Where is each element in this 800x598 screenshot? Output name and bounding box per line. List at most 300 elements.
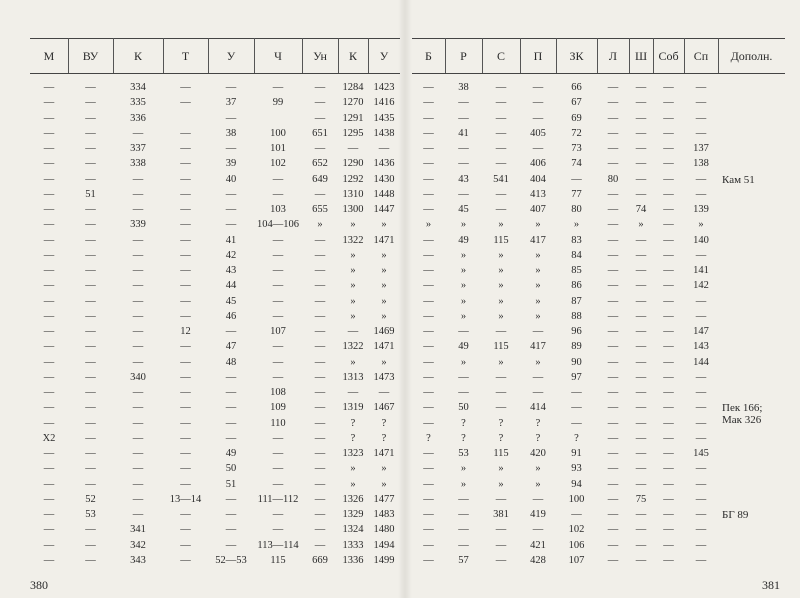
left-table-cell: — — [132, 463, 144, 475]
left-table-cell: 111—112 — [257, 493, 299, 505]
left-table-cell: — — [272, 173, 284, 185]
left-table-cell: — — [314, 188, 326, 200]
right-table-cell: — — [635, 310, 647, 322]
left-column-header: ВУ — [82, 49, 99, 63]
left-table-cell: — — [43, 265, 55, 276]
right-table-cell: » — [460, 249, 467, 261]
right-table-cell: » — [535, 356, 541, 368]
right-table-cell: — — [495, 554, 507, 566]
left-table-cell: — — [132, 509, 144, 520]
right-table-cell: 80 — [571, 204, 582, 215]
left-table-cell: 1324 — [342, 524, 364, 536]
left-table-cell: » — [381, 249, 387, 261]
right-table-cell: 90 — [571, 356, 582, 368]
left-table-cell: — — [314, 112, 326, 124]
right-table-cell: — — [423, 539, 434, 551]
left-table-cell: — — [314, 265, 326, 276]
right-table-cell: — — [532, 143, 544, 154]
right-table-cell: 428 — [530, 554, 546, 566]
right-table-cell: — — [663, 295, 674, 307]
right-table-cell: 139 — [693, 204, 709, 215]
right-table-cell: — — [607, 356, 619, 368]
right-table-cell: — — [695, 402, 707, 414]
right-table-cell: — — [635, 371, 647, 383]
left-table-cell: 1336 — [342, 554, 364, 566]
right-table-cell: — — [607, 524, 619, 536]
right-table-cell: — — [607, 463, 619, 475]
right-table-cell: — — [695, 509, 707, 520]
right-table-cell: » — [535, 478, 541, 490]
right-table-cell: — — [695, 463, 707, 475]
right-table-cell: 420 — [530, 448, 546, 459]
left-table-cell: 337 — [130, 143, 146, 154]
right-table-cell: — — [607, 158, 619, 170]
left-table-cell: — — [314, 295, 326, 307]
right-table-cell: — — [458, 158, 469, 170]
right-table-cell: 115 — [493, 341, 509, 353]
left-table-cell: — — [225, 539, 237, 551]
left-table-cell: — — [225, 417, 237, 429]
left-table-cell: — — [85, 127, 96, 139]
right-table-cell: » — [498, 463, 504, 475]
right-table-cell: 43 — [458, 173, 469, 185]
left-table-cell: — — [43, 204, 55, 215]
right-table-cell: — — [663, 326, 674, 337]
left-table-cell: — — [132, 341, 144, 353]
right-table-cell: — — [423, 295, 434, 307]
left-table-cell: — — [272, 295, 284, 307]
right-table-cell: 49 — [458, 341, 469, 353]
left-table-cell: 113—114 — [257, 539, 299, 551]
right-table-cell: — — [635, 265, 647, 276]
right-table-cell: — — [663, 463, 674, 475]
left-table-cell: — — [314, 280, 326, 292]
right-column-header: Л — [608, 49, 618, 63]
right-table-cell: 53 — [458, 448, 469, 459]
right-table-cell: — — [663, 249, 674, 261]
right-table-cell: — — [571, 417, 582, 429]
left-table-cell: — — [314, 371, 326, 383]
right-table-cell: 419 — [530, 509, 546, 520]
right-table-cell: » — [460, 280, 467, 292]
left-table-cell: — — [314, 82, 326, 93]
right-table-cell: — — [423, 493, 434, 505]
left-table-cell: 52 — [85, 493, 96, 505]
left-table-cell: — — [43, 402, 55, 414]
left-table-cell: 1448 — [373, 188, 395, 200]
right-table-cell: — — [635, 188, 647, 200]
left-table-cell: 1313 — [342, 371, 364, 383]
right-table-cell: » — [460, 219, 467, 231]
right-table-cell: — — [663, 371, 674, 383]
right-table-cell: — — [423, 463, 434, 475]
right-table-cell: — — [663, 509, 674, 520]
right-table-cell: 421 — [530, 539, 546, 551]
left-table-cell: 47 — [225, 341, 237, 353]
left-table-cell: 51 — [225, 478, 237, 490]
left-table-cell: 103 — [270, 204, 286, 215]
left-table-cell: 649 — [312, 173, 328, 185]
right-table-cell: » — [460, 478, 467, 490]
left-table-cell: — — [180, 356, 191, 368]
left-table-cell: » — [381, 219, 387, 231]
left-table-cell: — — [85, 356, 96, 368]
right-table-cell: — — [423, 554, 434, 566]
right-table-cell: — — [607, 97, 619, 109]
left-table-cell: — — [272, 371, 284, 383]
left-table-cell: — — [314, 234, 326, 246]
right-table-cell: — — [607, 371, 619, 383]
right-table-cell: 89 — [571, 341, 582, 353]
right-table-cell: — — [663, 448, 674, 459]
right-table-cell: — — [607, 295, 619, 307]
right-table-cell: — — [607, 143, 619, 154]
right-table-cell: — — [695, 524, 707, 536]
left-table-cell: — — [132, 310, 144, 322]
left-table-cell: — — [314, 97, 326, 109]
right-table-cell: » — [460, 265, 467, 276]
left-table-cell: 652 — [312, 158, 328, 170]
left-table-cell: — — [43, 554, 55, 566]
supplementary-note: БГ 89 — [722, 509, 749, 521]
left-table-cell: — — [180, 158, 191, 170]
left-table-cell: — — [132, 387, 144, 398]
left-table-cell: — — [180, 387, 191, 398]
right-table-cell: 73 — [571, 143, 582, 154]
left-table-cell: — — [85, 554, 96, 566]
left-column-header: М — [43, 49, 55, 63]
right-table-cell: — — [663, 310, 674, 322]
left-table-cell: » — [350, 478, 356, 490]
left-table-cell: » — [350, 295, 356, 307]
right-table-cell: — — [495, 524, 507, 536]
left-table-cell: — — [180, 234, 191, 246]
left-table-cell: — — [43, 341, 55, 353]
left-table-cell: — — [180, 509, 191, 520]
left-table-cell: — — [347, 143, 359, 154]
right-table-cell: ? — [535, 417, 541, 429]
right-table-cell: — — [635, 417, 647, 429]
left-table-cell: 46 — [225, 310, 237, 322]
right-table-cell: 405 — [530, 127, 546, 139]
left-table-cell: — — [85, 280, 96, 292]
left-table-cell: — — [225, 402, 237, 414]
right-table-cell: — — [663, 356, 674, 368]
left-table-cell: — — [314, 356, 326, 368]
right-table-cell: — — [635, 173, 647, 185]
right-table-cell: — — [663, 143, 674, 154]
left-column-header: Ун — [313, 49, 327, 63]
left-table-cell: — — [85, 432, 96, 444]
right-table-cell: — — [663, 478, 674, 490]
right-table-cell: — — [607, 219, 619, 231]
right-table-cell: — — [495, 143, 507, 154]
right-table-cell: — — [607, 554, 619, 566]
left-table-cell: — — [180, 82, 191, 93]
left-table-cell: 1333 — [342, 539, 364, 551]
left-table-cell: 1423 — [373, 82, 395, 93]
left-table-cell: — — [85, 341, 96, 353]
left-table-cell: » — [317, 219, 323, 231]
right-table-cell: — — [607, 387, 619, 398]
left-table-cell: — — [225, 143, 237, 154]
left-table-cell: — — [43, 112, 55, 124]
right-header-bottom-rule — [412, 73, 785, 74]
right-table-cell: — — [607, 112, 619, 124]
right-table-cell: — — [423, 234, 434, 246]
right-table-cell: 97 — [571, 371, 582, 383]
right-table-cell: 49 — [458, 234, 469, 246]
right-table-cell: — — [423, 371, 434, 383]
left-table-cell: 39 — [225, 158, 237, 170]
right-table-cell: — — [607, 539, 619, 551]
left-table-cell: — — [43, 448, 55, 459]
right-table-cell: — — [423, 448, 434, 459]
right-table-cell: — — [458, 493, 469, 505]
left-table-cell: — — [225, 493, 237, 505]
right-table-cell: — — [495, 127, 507, 139]
left-table-cell: — — [132, 204, 144, 215]
left-column-header: У — [379, 49, 389, 63]
right-table-cell: — — [532, 493, 544, 505]
right-table-cell: » — [460, 310, 467, 322]
left-table-cell: — — [132, 326, 144, 337]
left-table-cell: — — [43, 234, 55, 246]
left-table-cell: ? — [350, 417, 356, 429]
right-table-cell: — — [663, 432, 674, 444]
right-table-cell: — — [423, 127, 434, 139]
right-table-cell: » — [535, 280, 541, 292]
right-table-cell: — — [423, 143, 434, 154]
right-table-cell: — — [607, 127, 619, 139]
right-table-cell: 381 — [493, 509, 509, 520]
left-table-cell: — — [43, 463, 55, 475]
left-table-cell: — — [85, 448, 96, 459]
right-table-cell: — — [607, 280, 619, 292]
left-table-cell: — — [43, 97, 55, 109]
left-table-cell: — — [43, 417, 55, 429]
right-table-cell: — — [635, 341, 647, 353]
right-table-cell: — — [607, 478, 619, 490]
right-table-cell: — — [607, 509, 619, 520]
left-table-cell: — — [272, 265, 284, 276]
right-table-cell: — — [423, 524, 434, 536]
right-table-cell: — — [458, 112, 469, 124]
supplementary-note: Пек 166; Мак 326 — [722, 402, 763, 427]
right-table-cell: — — [423, 310, 434, 322]
left-table-cell: — — [225, 326, 237, 337]
left-table-cell: — — [85, 173, 96, 185]
left-table-cell: 115 — [270, 554, 286, 566]
left-table-cell: ? — [381, 432, 387, 444]
right-table-cell: — — [607, 265, 619, 276]
right-table-cell: — — [663, 280, 674, 292]
left-table-cell: — — [314, 387, 326, 398]
left-table-cell: 109 — [270, 402, 286, 414]
right-table-cell: — — [695, 97, 707, 109]
left-table-cell: — — [272, 234, 284, 246]
left-table-cell: 1290 — [342, 158, 364, 170]
left-table-cell: 336 — [130, 112, 146, 124]
right-table-cell: » — [498, 265, 504, 276]
left-table-cell: 107 — [270, 326, 286, 337]
right-table-cell: — — [495, 204, 507, 215]
right-table-cell: — — [458, 143, 469, 154]
right-table-cell: — — [458, 524, 469, 536]
left-table-cell: — — [272, 356, 284, 368]
left-table-cell: — — [180, 204, 191, 215]
left-table-cell: — — [225, 432, 237, 444]
left-table-cell: 1499 — [373, 554, 395, 566]
right-table-cell: — — [458, 509, 469, 520]
left-table-cell: — — [180, 478, 191, 490]
right-table-cell: — — [663, 97, 674, 109]
right-table-cell: » — [498, 280, 504, 292]
right-table-cell: 417 — [530, 341, 546, 353]
right-table-cell: — — [607, 417, 619, 429]
left-table-cell: 669 — [312, 554, 328, 566]
right-table-cell: — — [532, 82, 544, 93]
left-table-cell: — — [85, 295, 96, 307]
left-table-cell: — — [314, 341, 326, 353]
left-table-cell: — — [180, 539, 191, 551]
left-table-cell: 41 — [225, 234, 237, 246]
right-table-cell: — — [495, 326, 507, 337]
right-table-cell: 69 — [571, 112, 582, 124]
right-table-cell: — — [663, 341, 674, 353]
left-table-cell: — — [43, 387, 55, 398]
left-table-cell: — — [225, 387, 237, 398]
left-table-cell: — — [314, 402, 326, 414]
left-table-cell: — — [272, 478, 284, 490]
right-table-cell: — — [571, 387, 582, 398]
right-table-cell: — — [635, 295, 647, 307]
right-table-cell: 93 — [571, 463, 582, 475]
right-table-cell: — — [663, 234, 674, 246]
right-table-cell: 91 — [571, 448, 582, 459]
supplementary-note: Кам 51 — [722, 173, 755, 186]
right-table-cell: — — [695, 188, 707, 200]
left-table-cell: — — [314, 326, 326, 337]
left-table-cell: — — [180, 463, 191, 475]
right-table-cell: — — [635, 143, 647, 154]
right-table-cell: — — [663, 493, 674, 505]
left-table-cell: 343 — [130, 554, 146, 566]
right-table-cell: — — [423, 417, 434, 429]
right-table-cell: — — [423, 478, 434, 490]
right-table-cell: » — [535, 295, 541, 307]
left-table-cell: 342 — [130, 539, 146, 551]
left-table-cell: 1471 — [373, 341, 395, 353]
right-table-cell: 413 — [530, 188, 546, 200]
right-table-cell: 67 — [571, 97, 582, 109]
right-table-cell: — — [635, 234, 647, 246]
left-table-cell: 340 — [130, 371, 146, 383]
left-table-cell: 1435 — [373, 112, 395, 124]
right-table-cell: — — [607, 310, 619, 322]
right-table-cell: » — [498, 356, 504, 368]
right-table-cell: — — [495, 539, 507, 551]
left-table-cell: 1270 — [342, 97, 364, 109]
left-table-cell: — — [85, 234, 96, 246]
left-table-cell: — — [272, 310, 284, 322]
right-table-cell: — — [635, 280, 647, 292]
right-table-cell: — — [695, 417, 707, 429]
right-table-cell: — — [495, 493, 507, 505]
left-table-cell: — — [314, 448, 326, 459]
left-column-header: К — [348, 49, 357, 63]
left-table-cell: — — [272, 249, 284, 261]
left-table-cell: — — [43, 539, 55, 551]
right-table-cell: — — [607, 188, 619, 200]
right-table-cell: — — [532, 387, 544, 398]
right-table-cell: — — [635, 158, 647, 170]
right-table-cell: — — [607, 402, 619, 414]
right-table-cell: — — [695, 539, 707, 551]
right-table-cell: — — [695, 554, 707, 566]
right-table-cell: 86 — [571, 280, 582, 292]
right-table-cell: 72 — [571, 127, 582, 139]
right-table-cell: — — [635, 478, 647, 490]
right-table-cell: — — [423, 204, 434, 215]
left-table-cell: — — [314, 524, 326, 536]
left-table-cell: 1322 — [342, 341, 364, 353]
left-table-cell: 40 — [225, 173, 237, 185]
left-table-cell: — — [314, 463, 326, 475]
right-table-cell: — — [607, 448, 619, 459]
left-table-cell: — — [314, 417, 326, 429]
right-table-cell: 414 — [530, 402, 546, 414]
right-table-cell: — — [571, 402, 582, 414]
right-table-cell: » — [460, 463, 467, 475]
left-table-cell: — — [180, 219, 191, 231]
left-table-cell: 1471 — [373, 234, 395, 246]
left-table-cell: 655 — [312, 204, 328, 215]
left-table-cell: » — [381, 478, 387, 490]
left-table-cell: 335 — [130, 97, 146, 109]
left-table-cell: — — [180, 524, 191, 536]
left-table-cell: » — [381, 265, 387, 276]
left-table-cell: Х2 — [42, 432, 56, 444]
right-table-cell: — — [695, 249, 707, 261]
right-table-cell: — — [532, 97, 544, 109]
left-table-cell: — — [132, 417, 144, 429]
right-column-header: Ш — [634, 49, 648, 63]
left-table-cell: — — [85, 402, 96, 414]
left-table-cell: 110 — [270, 417, 286, 429]
left-table-cell: 45 — [225, 295, 237, 307]
left-table-cell: 44 — [225, 280, 237, 292]
left-table-cell: — — [43, 310, 55, 322]
right-table-cell: 404 — [530, 173, 546, 185]
left-table-cell: — — [43, 188, 55, 200]
right-table-cell: — — [695, 82, 707, 93]
left-table-cell: 1477 — [373, 493, 395, 505]
left-table-cell: — — [180, 402, 191, 414]
left-table-cell: — — [314, 493, 326, 505]
right-table-cell: — — [495, 112, 507, 124]
left-table-cell: — — [43, 82, 55, 93]
right-table-cell: — — [635, 356, 647, 368]
left-table-cell: — — [132, 249, 144, 261]
right-table-cell: — — [663, 219, 674, 231]
right-table-cell: — — [607, 341, 619, 353]
right-table-cell: ? — [426, 432, 431, 444]
left-table-cell: — — [132, 295, 144, 307]
left-table-cell: 1471 — [373, 448, 395, 459]
left-table-cell: — — [272, 524, 284, 536]
right-table-cell: — — [495, 387, 507, 398]
